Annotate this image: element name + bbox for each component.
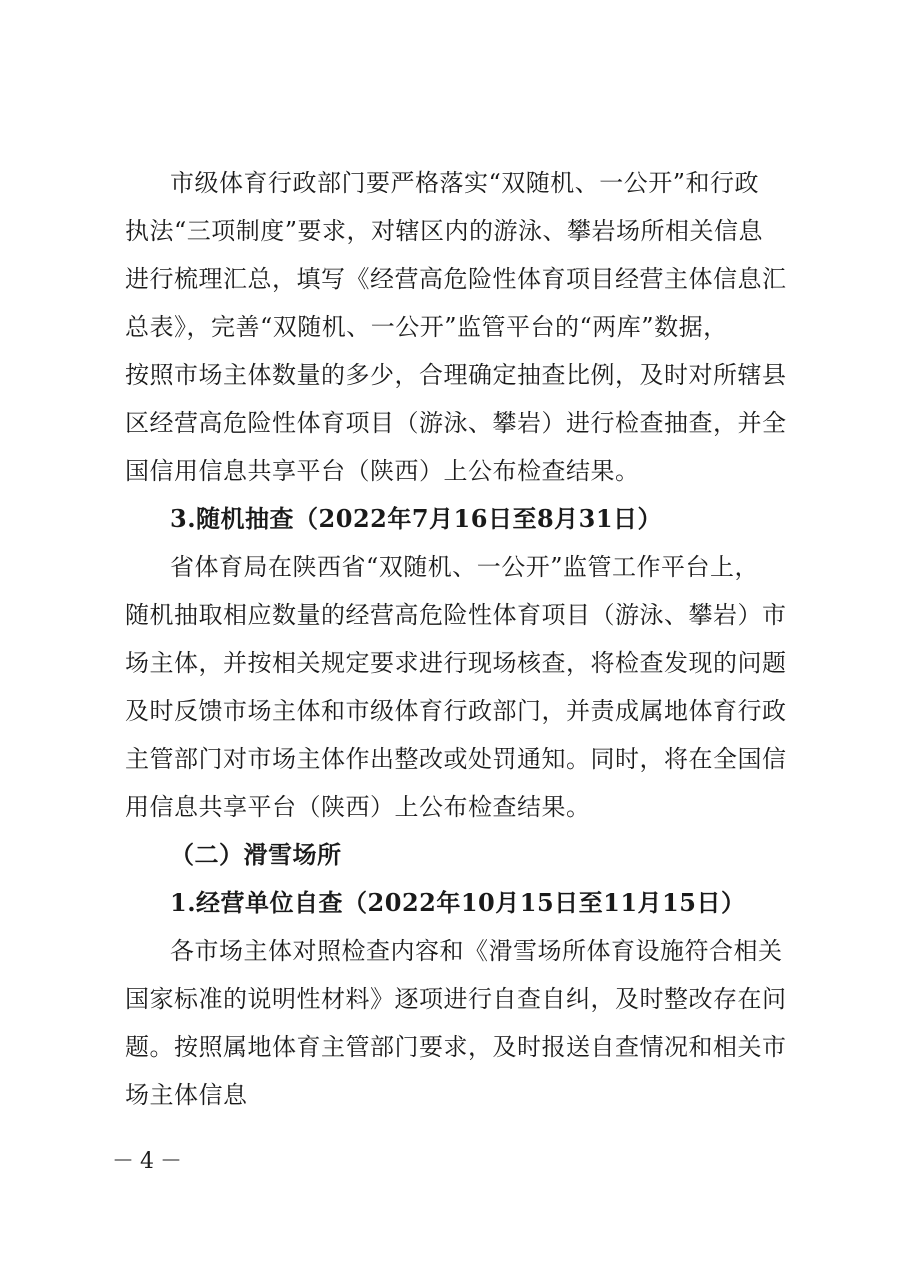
paragraph-line: 区经营高危险性体育项目（游泳、攀岩）进行检查抽查，并全 bbox=[125, 409, 787, 437]
paragraph-line: 总表》，完善“双随机、一公开”监管平台的“两库”数据， bbox=[125, 313, 728, 341]
paragraph-line: 场主体，并按相关规定要求进行现场核查，将检查发现的问题 bbox=[125, 649, 787, 677]
paragraph-line: 执法“三项制度”要求，对辖区内的游泳、攀岩场所相关信息 bbox=[125, 217, 764, 245]
paragraph-line: 主管部门对市场主体作出整改或处罚通知。同时，将在全国信 bbox=[125, 745, 787, 773]
paragraph-line: 市级体育行政部门要严格落实“双随机、一公开”和行政 bbox=[170, 169, 760, 197]
paragraph-line: 场主体信息 bbox=[125, 1081, 248, 1109]
paragraph-line: 各市场主体对照检查内容和《滑雪场所体育设施符合相关 bbox=[170, 937, 783, 965]
paragraph-line: 及时反馈市场主体和市级体育行政部门，并责成属地体育行政 bbox=[125, 697, 787, 725]
paragraph-line: 国家标准的说明性材料》逐项进行自查自纠，及时整改存在问 bbox=[125, 985, 787, 1013]
paragraph-line: 国信用信息共享平台（陕西）上公布检查结果。 bbox=[125, 457, 640, 485]
paragraph-line: 省体育局在陕西省“双随机、一公开”监管工作平台上， bbox=[170, 553, 760, 581]
section-heading: 1.经营单位自查（2022年10月15日至11月15日） bbox=[170, 888, 746, 917]
paragraph-line: 进行梳理汇总，填写《经营高危险性体育项目经营主体信息汇 bbox=[125, 265, 787, 293]
section-heading: 3.随机抽查（2022年7月16日至8月31日） bbox=[170, 504, 663, 533]
paragraph-line: 随机抽取相应数量的经营高危险性体育项目（游泳、攀岩）市 bbox=[125, 601, 787, 629]
paragraph-line: 题。按照属地体育主管部门要求，及时报送自查情况和相关市 bbox=[125, 1033, 787, 1061]
section-heading: （二）滑雪场所 bbox=[170, 840, 342, 869]
paragraph-line: 按照市场主体数量的多少，合理确定抽查比例，及时对所辖县 bbox=[125, 361, 787, 389]
page-number: －4－ bbox=[112, 1149, 188, 1174]
paragraph-line: 用信息共享平台（陕西）上公布检查结果。 bbox=[125, 793, 591, 821]
